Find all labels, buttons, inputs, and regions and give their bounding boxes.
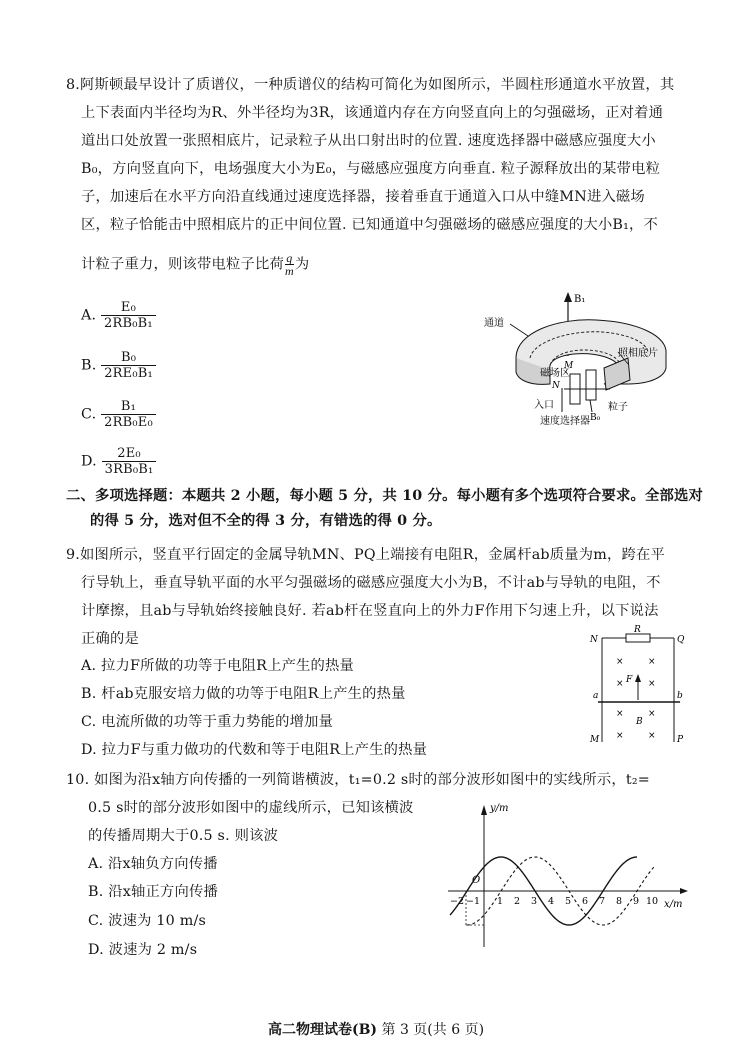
fig8-m-label: M — [564, 361, 574, 371]
page-footer — [0, 1019, 752, 1039]
q9-option-d[interactable]: D. 拉力F与重力做功的代数和等于电阻R上产生的热量 — [81, 742, 428, 758]
footer-page: 第 3 页(共 6 页) — [381, 1022, 485, 1038]
ratio-q: q — [286, 251, 293, 265]
q8-line-4: B₀，方向竖直向下，电场强度大小为E₀，与磁感应强度方向垂直. 粒子源释放出的某带电粒 — [81, 161, 661, 177]
fig9-r-label: R — [634, 625, 641, 635]
x-tick: 2 — [514, 896, 521, 907]
fig8-entrance-label: 入口 — [534, 400, 554, 411]
cross-mark: × — [648, 709, 656, 719]
footer-title: 高二物理试卷(B) — [267, 1022, 378, 1038]
x-tick: 9 — [633, 896, 640, 907]
x-tick: −2 — [450, 896, 465, 907]
fig8-particle-label: 粒子 — [608, 402, 628, 413]
x-tick: 6 — [582, 896, 589, 907]
option-label: B. — [81, 357, 97, 374]
cross-mark: × — [648, 657, 656, 667]
x-tick: 8 — [616, 896, 623, 907]
q10-option-c[interactable]: C. 波速为 10 m/s — [88, 913, 207, 929]
fig8-channel-label: 通道 — [484, 318, 504, 329]
q10-option-a[interactable]: A. 沿x轴负方向传播 — [88, 856, 218, 872]
cross-mark: × — [616, 679, 624, 689]
x-tick: 3 — [531, 896, 538, 907]
q9-option-b[interactable]: B. 杆ab克服安培力做的功等于电阻R上产生的热量 — [81, 686, 406, 702]
q10-line-3: 的传播周期大于0.5 s. 则该波 — [88, 828, 279, 844]
fig9-m-label: M — [590, 735, 600, 745]
q8-line-7-pre: 计粒子重力，则该带电粒子比荷 — [81, 256, 284, 273]
q8-line-6: 区，粒子恰能击中照相底片的正中间位置. 已知通道中匀强磁场的磁感应强度的大小B₁，不 — [81, 217, 659, 233]
option-fraction: $\frac{\text{B₀}}{\text{2RE₀B₁}}$ — [101, 350, 156, 381]
q8-line-2: 上下表面内半径均为R、外半径均为3R，该通道内存在方向竖直向上的匀强磁场，正对着通 — [81, 105, 664, 121]
q10-option-d[interactable]: D. 波速为 2 m/s — [88, 942, 198, 958]
fig8-field-label: 磁场区 — [540, 368, 570, 379]
x-tick: −1 — [466, 896, 481, 907]
cross-mark: × — [648, 731, 656, 741]
option-label: C. — [81, 406, 97, 423]
q9-line-1: 9.如图所示，竖直平行固定的金属导轨MN、PQ上端接有电阻R，金属杆ab质量为m，跨在平 — [66, 547, 666, 563]
option-fraction: $\frac{\text{B₁}}{\text{2RB₀E₀}}$ — [101, 399, 156, 430]
fig8-selector-label: 速度选择器 — [540, 416, 590, 427]
fig8-b1-label: B₁ — [574, 294, 586, 305]
fig9-bfield-label: B — [636, 717, 643, 727]
fig8-film-label: 照相底片 — [618, 348, 658, 359]
q9-line-3: 计摩擦，且ab与导轨始终接触良好. 若ab杆在竖直向上的外力F作用下匀速上升，以下说法 — [81, 603, 659, 619]
q10-line-2: 0.5 s时的部分波形如图中的虚线所示，已知该横波 — [88, 800, 414, 816]
x-tick: 5 — [565, 896, 572, 907]
cross-mark: × — [616, 709, 624, 719]
origin-label: O — [472, 875, 481, 886]
q8-line-7-post: 为 — [294, 256, 310, 273]
fig9-b-label: b — [677, 691, 683, 701]
q9-option-a[interactable]: A. 拉力F所做的功等于电阻R上产生的热量 — [81, 658, 355, 674]
q8-line-3: 道出口处放置一张照相底片，记录粒子从出口射出时的位置. 速度选择器中磁感应强度大小 — [81, 133, 656, 149]
y-axis-label: y/m — [490, 803, 509, 814]
option-fraction: $\frac{\text{2E₀}}{\text{3RB₀B₁}}$ — [102, 446, 157, 477]
option-label: A. — [81, 307, 97, 324]
wave-figure — [440, 795, 690, 955]
q9-line-2: 行导轨上，垂直导轨平面的水平匀强磁场的磁感应强度大小为B，不计ab与导轨的电阻，不 — [81, 575, 661, 591]
q9-line-4: 正确的是 — [81, 631, 139, 647]
q8-line-5: 子，加速后在水平方向沿直线通过速度选择器，接着垂直于通道入口从中缝MN进入磁场 — [81, 189, 645, 205]
fig9-n-label: N — [590, 635, 598, 645]
section-2-line-2: 的得 5 分，选对但不全的得 3 分，有错选的得 0 分。 — [90, 513, 442, 529]
x-axis-label: x/m — [664, 899, 683, 910]
fig9-q-label: Q — [677, 635, 685, 645]
fig9-a-label: a — [593, 691, 599, 701]
q8-line-1: 8.阿斯顿最早设计了质谱仪，一种质谱仪的结构可简化为如图所示，半圆柱形通道水平放置，其 — [66, 77, 675, 93]
option-fraction: $\frac{\text{E₀}}{\text{2RB₀B₁}}$ — [101, 300, 156, 331]
x-tick: 10 — [646, 896, 659, 907]
x-tick: 1 — [497, 896, 504, 907]
x-tick: 7 — [599, 896, 606, 907]
cross-mark: × — [648, 679, 656, 689]
fig9-f-label: F — [626, 675, 633, 685]
q9-option-c[interactable]: C. 电流所做的功等于重力势能的增加量 — [81, 714, 334, 730]
x-tick: 4 — [548, 896, 555, 907]
cross-mark: × — [616, 731, 624, 741]
option-label: D. — [81, 453, 97, 470]
fig8-b0-label: B₀ — [590, 413, 601, 423]
fig9-p-label: P — [677, 735, 684, 745]
cross-mark: × — [616, 657, 624, 667]
section-2-line-1: 二、多项选择题：本题共 2 小题，每小题 5 分，共 10 分。每小题有多个选项符合要求。全部选对 — [66, 488, 704, 504]
q10-line-1: 10. 如图为沿x轴方向传播的一列简谐横波，t₁=0.2 s时的部分波形如图中的实线所示，t₂= — [66, 772, 650, 788]
q10-option-b[interactable]: B. 沿x轴正方向传播 — [88, 884, 218, 900]
ratio-m: m — [284, 264, 294, 278]
fig8-n-label: N — [552, 381, 560, 391]
